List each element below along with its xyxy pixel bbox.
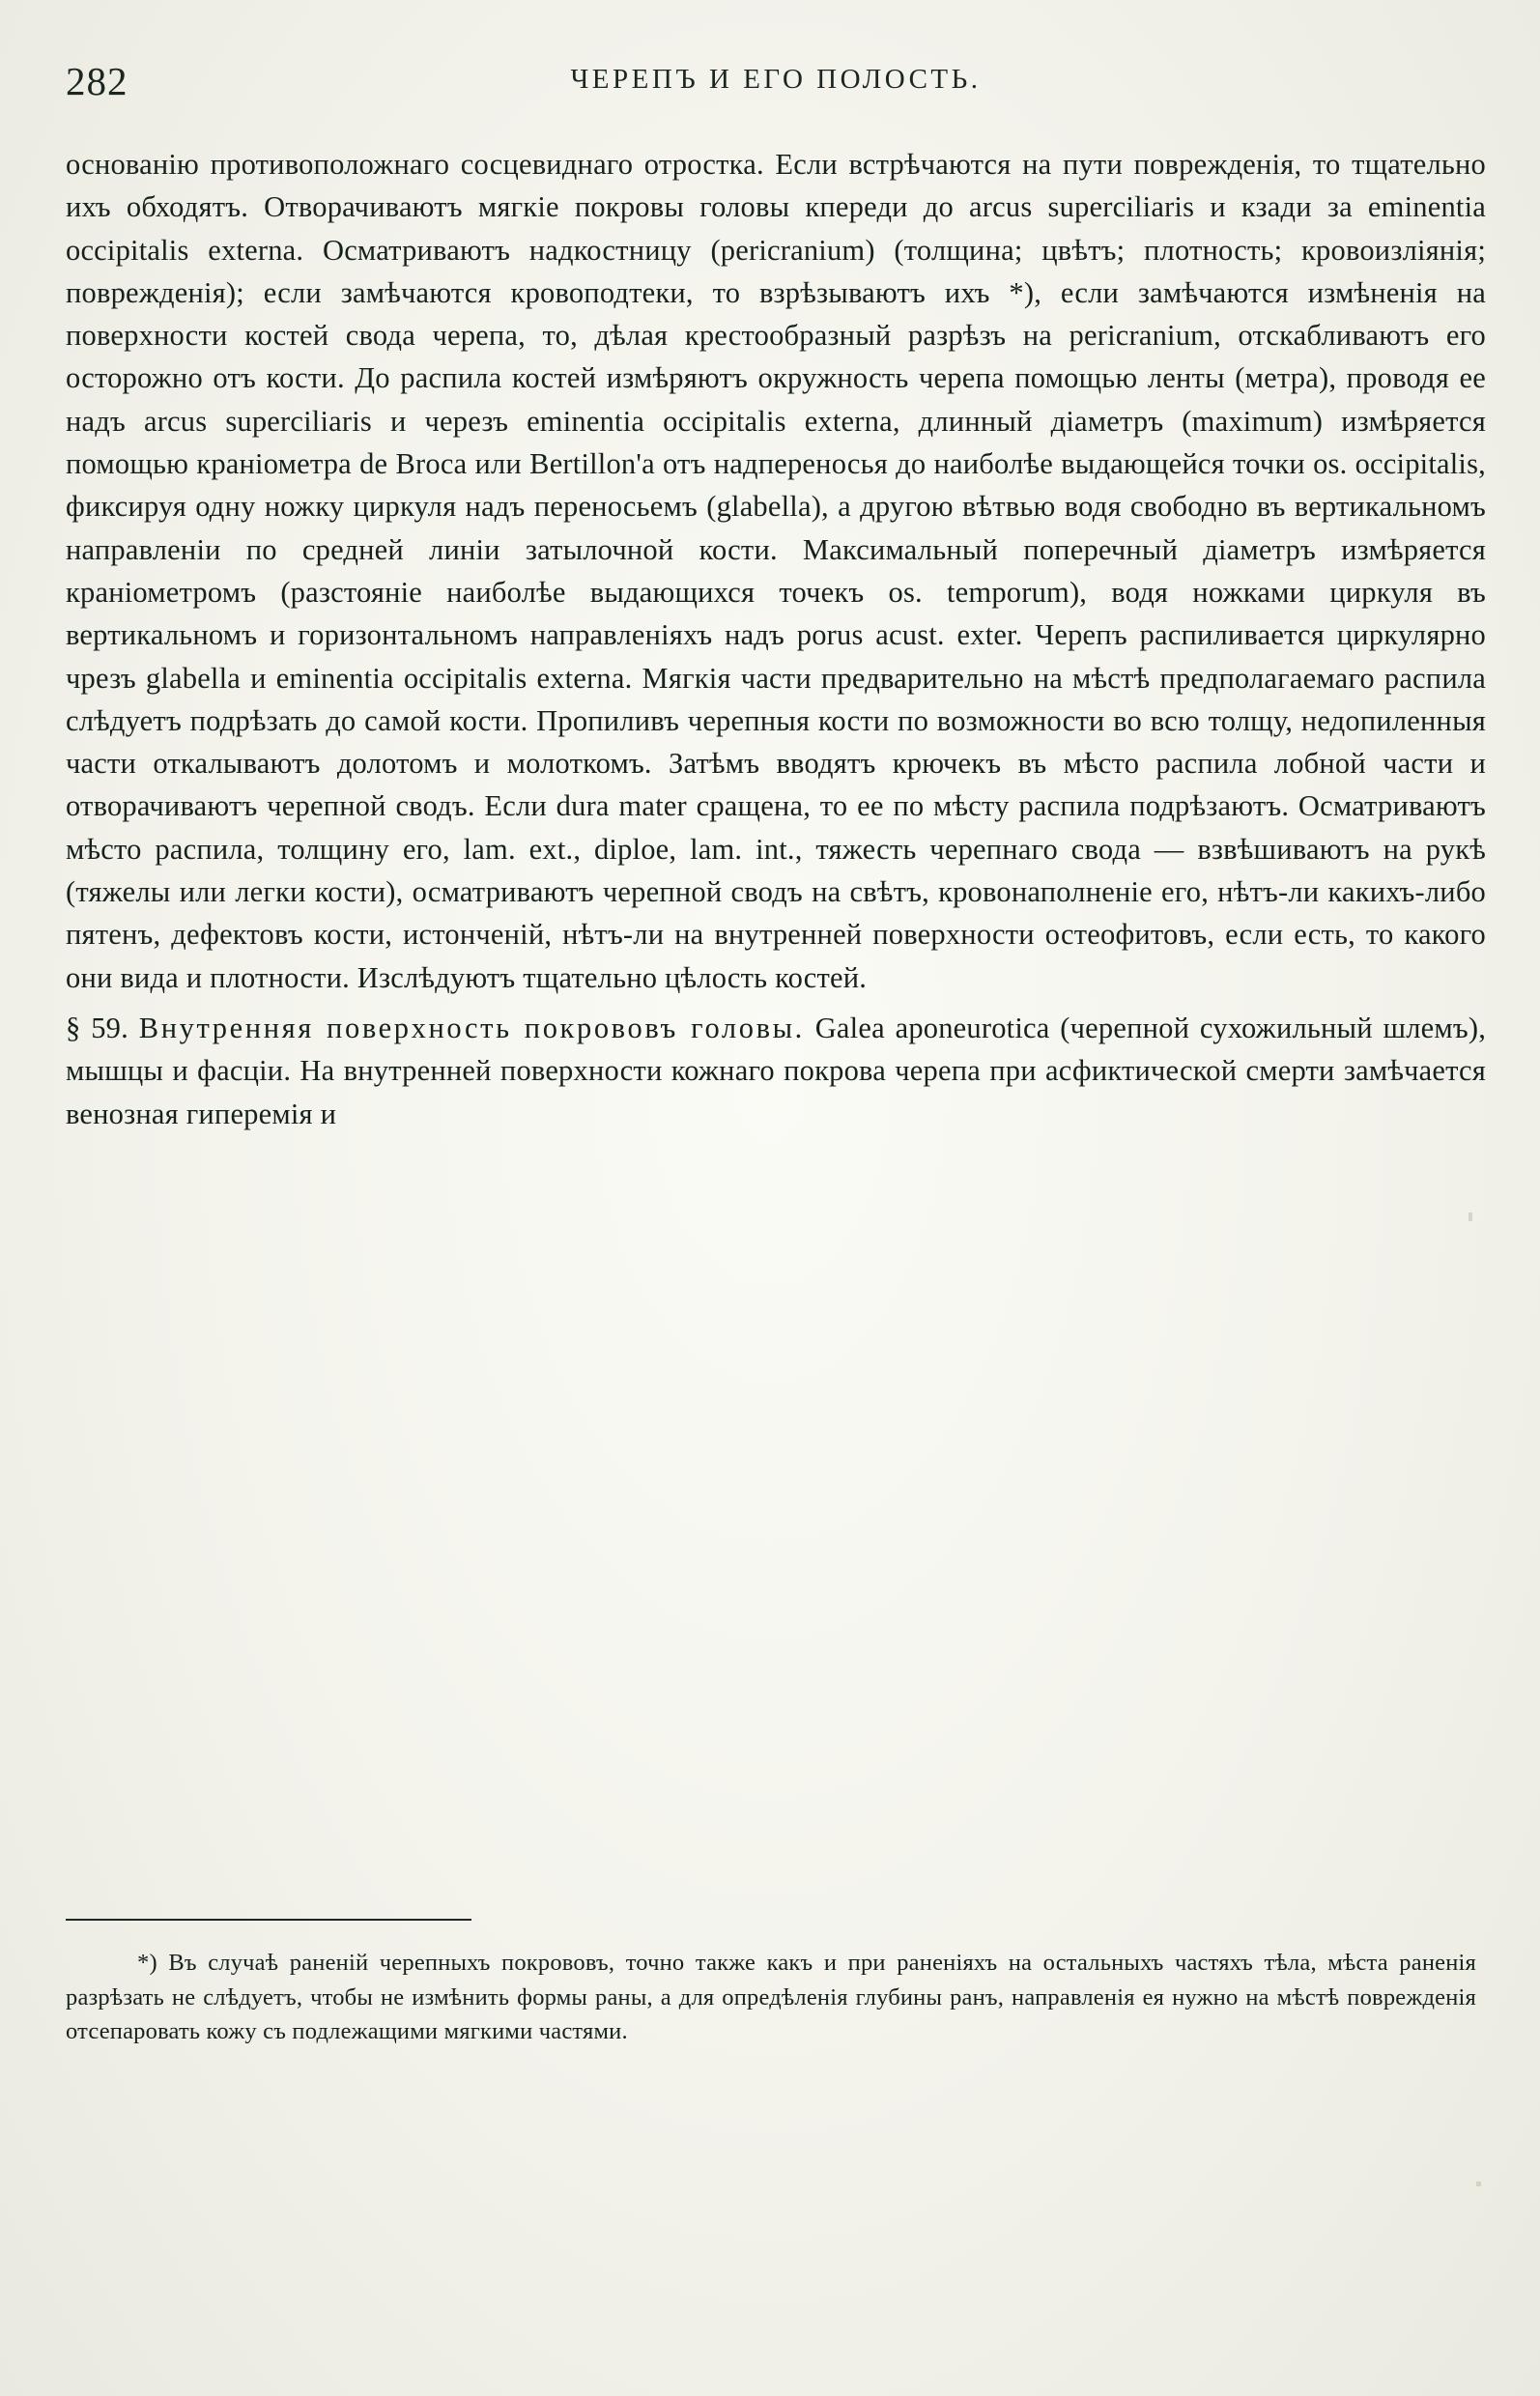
section-number: § 59. xyxy=(66,1011,128,1044)
footnote-divider xyxy=(66,1919,471,1921)
footnote-paragraph xyxy=(66,1946,1476,2049)
running-head xyxy=(66,58,1486,108)
page-number: 282 xyxy=(66,59,128,103)
scan-speck xyxy=(1476,2182,1481,2186)
footnote-text: Въ случаѣ раненій черепныхъ покрововъ, точно также какъ и при раненіяхъ на остальныхъ частяхъ тѣла, мѣста раненія разрѣзать не слѣдуетъ, чтобы не измѣнить формы раны, а для опредѣленія глубины ранъ, направленія ея нужно на мѣстѣ поврежденія отсепаровать кожу съ подлежащими мягкими частями. xyxy=(66,1950,1477,2044)
paragraph: основанію противоположнаго сосцевиднаго отростка. Если встрѣчаются на пути поврежденія, то тщательно ихъ обходятъ. Отворачиваютъ мягкіе покровы головы кпереди до arcus superciliaris и кзади за eminentia occipitalis externa. Осматриваютъ надкостницу (pericranium) (толщина; цвѣтъ; плотность; кровоизліянія; поврежденія); если замѣчаются кровоподтеки, то взрѣзываютъ ихъ *), если замѣчаются измѣненія на поверхности костей свода черепа, то, дѣлая крестообразный разрѣзъ на pericranium, отскабливаютъ его осторожно отъ кости. До распила костей измѣряютъ окружность черепа помощью ленты (метра), проводя ее надъ arcus superciliaris и черезъ eminentia occipitalis externa, длинный діаметръ (maximum) измѣряется помощью краніометра de Broca или Bertillon'а отъ надпереносья до наиболѣе выдающейся точки os. occipitalis, фиксируя одну ножку циркуля надъ переносьемъ (glabella), а другою вѣтвью водя свободно въ вертикальномъ направленіи по средней линіи затылочной кости. Максимальный поперечный діаметръ измѣряется краніометромъ (разстояніе наиболѣе выдающихся точекъ os. temporum), водя ножками циркуля въ вертикальномъ и горизонтальномъ направленіяхъ надъ porus acust. exter. Черепъ распиливается циркулярно чрезъ glabella и eminentia occipitalis externa. Мягкія части предварительно на мѣстѣ предполагаемаго распила слѣдуетъ подрѣзать до самой кости. Пропиливъ черепныя кости по возможности во всю толщу, недопиленныя части откалываютъ долотомъ и молоткомъ. Затѣмъ вводятъ крючекъ въ мѣсто распила лобной части и отворачиваютъ черепной сводъ. Если dura mater сращена, то ее по мѣсту распила подрѣзаютъ. Осматриваютъ мѣсто распила, толщину его, lam. ext., diploe, lam. int., тяжесть черепнаго свода — взвѣшиваютъ на рукѣ (тяжелы или легки кости), осматриваютъ черепной сводъ на свѣтъ, кровонаполненіе его, нѣтъ-ли какихъ-либо пятенъ, дефектовъ кости, истонченій, нѣтъ-ли на внутренней поверхности остеофитовъ, если есть, то какого они вида и плотности. Изслѣдуютъ тщательно цѣлость костей. xyxy=(66,148,1486,994)
footnote xyxy=(66,1946,1476,2049)
section-heading: Внутренняя поверхность покрововъ головы. xyxy=(138,1011,805,1044)
body-text xyxy=(66,143,1486,1135)
section-paragraph xyxy=(66,1007,1486,1135)
running-title: ЧЕРЕПЪ И ЕГО ПОЛОСТЬ. xyxy=(570,64,982,95)
footnote-marker: *) xyxy=(137,1950,157,1976)
section-body: Galea aponeurotica (черепной сухожильный шлемъ), мышцы и фасціи. На внутренней поверхности кожнаго покрова черепа при асфиктической смерти замѣчается венозная гиперемія и xyxy=(66,1011,1487,1130)
scan-speck xyxy=(1469,1212,1472,1221)
page-content xyxy=(66,50,1486,2350)
